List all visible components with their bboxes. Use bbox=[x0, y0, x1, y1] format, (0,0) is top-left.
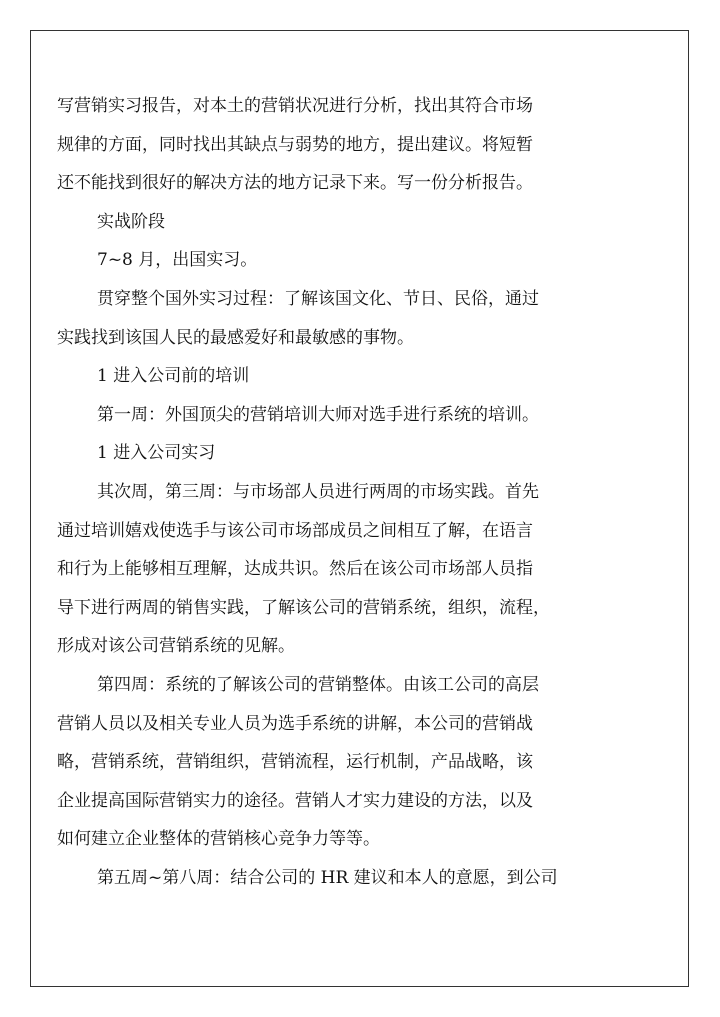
text-line-21: 第五周~第八周：结合公司的 HR 建议和本人的意愿，到公司 bbox=[97, 867, 558, 888]
text-line-11: 其次周，第三周：与市场部人员进行两周的市场实践。首先 bbox=[97, 481, 539, 502]
text-line-14: 导下进行两周的销售实践，了解该公司的营销系统，组织，流程， bbox=[57, 597, 550, 618]
text-line-7: 实践找到该国人民的最感爱好和最敏感的事物。 bbox=[57, 327, 414, 348]
list-heading-pre-training: 1 进入公司前的培训 bbox=[97, 366, 250, 387]
text-line-16: 第四周：系统的了解该公司的营销整体。由该工公司的高层 bbox=[97, 674, 539, 695]
document-body bbox=[57, 87, 605, 897]
text-line-3: 还不能找到很好的解决方法的地方记录下来。写一份分析报告。 bbox=[57, 173, 533, 194]
text-line-2: 规律的方面，同时找出其缺点与弱势的地方，提出建议。将短暂 bbox=[57, 134, 533, 155]
text-line-12: 通过培训嬉戏使选手与该公司市场部成员之间相互了解，在语言 bbox=[57, 520, 533, 541]
text-line-17: 营销人员以及相关专业人员为选手系统的讲解，本公司的营销战 bbox=[57, 713, 533, 734]
text-line-20: 如何建立企业整体的营销核心竞争力等等。 bbox=[57, 829, 380, 850]
text-line-6: 贯穿整个国外实习过程：了解该国文化、节日、民俗，通过 bbox=[97, 288, 539, 309]
section-heading-practice-stage: 实战阶段 bbox=[97, 211, 165, 232]
text-line-13: 和行为上能够相互理解，达成共识。然后在该公司市场部人员指 bbox=[57, 559, 533, 580]
text-line-18: 略，营销系统，营销组织，营销流程，运行机制，产品战略，该 bbox=[57, 752, 533, 773]
text-line-19: 企业提高国际营销实力的途径。营销人才实力建设的方法，以及 bbox=[57, 790, 533, 811]
text-line-15: 形成对该公司营销系统的见解。 bbox=[57, 636, 295, 657]
text-line-9: 第一周：外国顶尖的营销培训大师对选手进行系统的培训。 bbox=[97, 404, 539, 425]
text-line-1: 写营销实习报告，对本土的营销状况进行分析，找出其符合市场 bbox=[57, 96, 533, 116]
list-heading-company-internship: 1 进入公司实习 bbox=[97, 443, 216, 464]
text-line-5: 7~8 月，出国实习。 bbox=[97, 250, 258, 271]
